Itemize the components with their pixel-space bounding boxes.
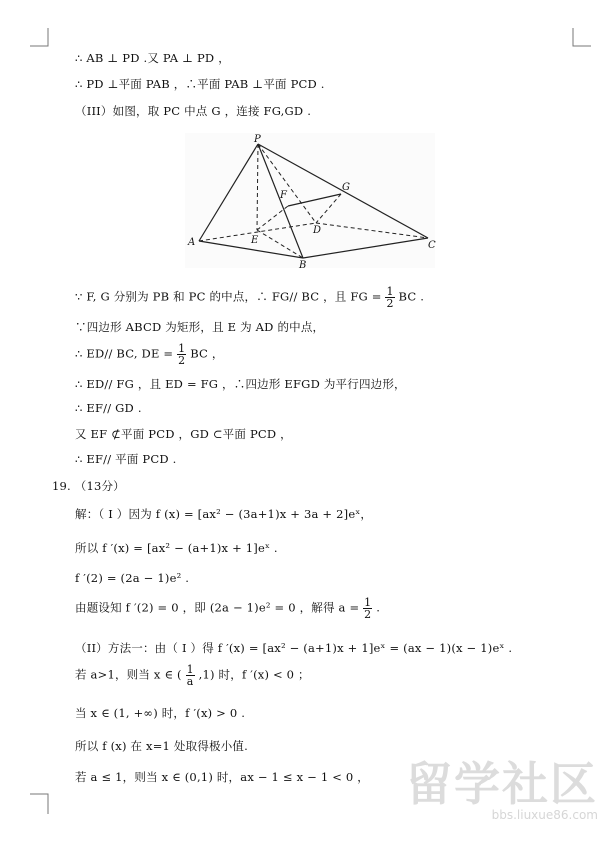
watermark-title: 留学社区 xyxy=(406,757,598,811)
fraction-one-half xyxy=(177,343,186,366)
label-F: F xyxy=(280,190,287,201)
text-line-1: ∴ AB ⊥ PD .又 PA ⊥ PD ， xyxy=(75,51,230,65)
label-P: P xyxy=(254,134,261,145)
corner-mark-bottom-left xyxy=(30,790,54,814)
text-line-17-b: ,1) 时，f ′(x) < 0 ； xyxy=(198,667,310,682)
fraction-denominator: 2 xyxy=(364,608,372,621)
text-line-7: ∴ ED// FG ，且 ED = FG ，∴四边形 EFGD 为平行四边形， xyxy=(75,377,406,391)
text-line-10: ∴ EF// 平面 PCD . xyxy=(75,452,177,466)
text-line-15-b: . xyxy=(376,600,381,615)
text-line-19: 所以 f (x) 在 x=1 处取得极小值. xyxy=(75,739,248,753)
fraction-denominator: 2 xyxy=(386,297,394,310)
text-line-17-a: 若 a>1，则当 x ∈ ( xyxy=(75,667,182,682)
watermark-url: bbs.liuxue86.com xyxy=(491,808,598,822)
fraction-one-half xyxy=(385,286,394,309)
corner-mark-top-left xyxy=(30,28,54,50)
text-line-18: 当 x ∈ (1, +∞) 时，f ′(x) > 0 . xyxy=(75,706,246,720)
fraction-denominator: a xyxy=(186,675,194,688)
text-line-3: （III）如图，取 PC 中点 G ，连接 FG,GD . xyxy=(75,104,312,118)
label-E: E xyxy=(251,235,259,246)
problem-number: 19. （13分） xyxy=(52,479,125,493)
text-line-4-a: ∵ F, G 分别为 PB 和 PC 的中点，∴ FG// BC ，且 FG = xyxy=(75,289,382,304)
watermark xyxy=(406,757,598,822)
fraction-numerator: 1 xyxy=(178,342,186,355)
fraction-numerator: 1 xyxy=(186,663,194,676)
text-line-16: （II）方法一：由（ I ）得 f ′(x) = [ax² − (a+1)x + 1]eˣ = (ax − 1)(x − 1)eˣ . xyxy=(75,641,513,655)
text-line-9: 又 EF ⊄平面 PCD ，GD ⊂平面 PCD ， xyxy=(75,427,292,441)
fraction-numerator: 1 xyxy=(386,285,394,298)
text-line-6 xyxy=(75,343,224,366)
text-line-5: ∵四边形 ABCD 为矩形，且 E 为 AD 的中点， xyxy=(75,320,325,334)
text-line-17 xyxy=(75,664,310,687)
fraction-numerator: 1 xyxy=(364,596,372,609)
corner-mark-top-right xyxy=(567,28,591,50)
text-line-15-a: 由题设知 f ′(2) = 0 ，即 (2a − 1)e² = 0 ，解得 a = xyxy=(75,600,360,615)
text-line-4-b: BC . xyxy=(398,289,425,304)
text-line-6-a: ∴ ED// BC, DE = xyxy=(75,346,174,361)
label-G: G xyxy=(342,182,350,193)
text-line-20: 若 a ≤ 1，则当 x ∈ (0,1) 时，ax − 1 ≤ x − 1 < 0 ， xyxy=(75,770,369,784)
text-line-13: 所以 f ′(x) = [ax² − (a+1)x + 1]eˣ . xyxy=(75,541,278,555)
text-line-4 xyxy=(75,286,424,309)
text-line-8: ∴ EF// GD . xyxy=(75,401,142,415)
text-line-15 xyxy=(75,597,380,620)
label-D: D xyxy=(313,225,322,236)
pyramid-figure xyxy=(180,133,440,268)
fraction-one-half xyxy=(363,597,372,620)
text-line-6-b: BC ， xyxy=(190,346,224,361)
text-line-14: f ′(2) = (2a − 1)e² . xyxy=(75,571,190,585)
text-line-12: 解：（ I ）因为 f (x) = [ax² − (3a+1)x + 3a + 2]eˣ， xyxy=(75,507,373,521)
label-B: B xyxy=(299,260,307,268)
text-line-2: ∴ PD ⊥平面 PAB ，∴平面 PAB ⊥平面 PCD . xyxy=(75,77,325,91)
fraction-denominator: 2 xyxy=(178,354,186,367)
label-C: C xyxy=(428,240,436,251)
label-A: A xyxy=(188,237,196,248)
fraction-one-over-a xyxy=(186,664,195,687)
